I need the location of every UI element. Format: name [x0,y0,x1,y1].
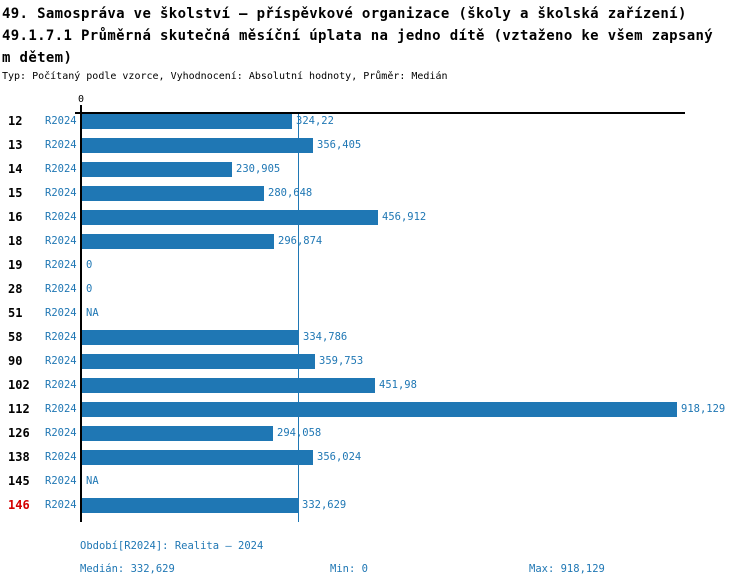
chart-row [0,354,750,378]
row-value-label: 456,912 [382,211,427,223]
row-period-label: R2024 [45,379,77,391]
chart-row [0,162,750,186]
chart-row [0,306,750,330]
chart-row [0,114,750,138]
row-period-label: R2024 [45,331,77,343]
row-period-label: R2024 [45,115,77,127]
value-bar [82,138,313,153]
row-value-label: 294,058 [277,427,322,439]
row-value-label: 0 [86,283,93,295]
row-id-label: 19 [8,258,23,272]
axis-zero-label: 0 [77,94,85,105]
row-id-label: 51 [8,306,23,320]
row-period-label: R2024 [45,499,77,511]
row-value-label: 356,405 [317,139,362,151]
row-period-label: R2024 [45,187,77,199]
chart-row [0,234,750,258]
row-id-label: 18 [8,234,23,248]
row-id-label: 58 [8,330,23,344]
chart-row [0,210,750,234]
chart-row [0,258,750,282]
row-period-label: R2024 [45,259,77,271]
row-period-label: R2024 [45,451,77,463]
row-value-label: 918,129 [681,403,726,415]
chart-row [0,498,750,522]
value-bar [82,186,264,201]
footer-min: Min: 0 [330,563,368,575]
value-bar [82,210,378,225]
row-period-label: R2024 [45,355,77,367]
chart-title-line3: m dětem) [2,50,73,66]
row-value-label: 230,905 [236,163,281,175]
row-value-label: 356,024 [317,451,362,463]
row-id-label: 13 [8,138,23,152]
row-id-label: 16 [8,210,23,224]
value-bar [82,234,274,249]
chart-row [0,138,750,162]
chart-row [0,450,750,474]
value-bar [82,402,677,417]
row-id-label: 126 [8,426,30,440]
footer-period: Období[R2024]: Realita – 2024 [80,540,264,552]
value-bar [82,378,375,393]
chart-row [0,402,750,426]
value-bar [82,354,315,369]
row-id-label: 102 [8,378,30,392]
chart-meta: Typ: Počítaný podle vzorce, Vyhodnocení: Absolutní hodnoty, Průměr: Medián [2,71,448,82]
row-period-label: R2024 [45,139,77,151]
row-id-label: 14 [8,162,23,176]
value-bar [82,162,232,177]
row-id-label: 138 [8,450,30,464]
chart-title-line2: 49.1.7.1 Průměrná skutečná měsíční úplata na jedno dítě (vztaženo ke všem zapsaný [2,28,714,44]
row-period-label: R2024 [45,427,77,439]
row-period-label: R2024 [45,475,77,487]
value-bar [82,330,299,345]
row-id-label: 112 [8,402,30,416]
value-bar [82,426,273,441]
row-value-label: 334,786 [303,331,348,343]
row-period-label: R2024 [45,283,77,295]
chart-row [0,426,750,450]
row-period-label: R2024 [45,403,77,415]
row-value-label: 451,98 [379,379,417,391]
row-id-label: 15 [8,186,23,200]
row-value-label: 359,753 [319,355,364,367]
row-id-label: 90 [8,354,23,368]
row-id-label: 146 [8,498,30,512]
row-id-label: 145 [8,474,30,488]
footer-median: Medián: 332,629 [80,563,175,575]
chart-row [0,474,750,498]
row-period-label: R2024 [45,211,77,223]
chart-header [2,3,750,82]
row-value-label: NA [86,307,99,319]
chart-rows [0,114,750,522]
value-bar [82,498,298,513]
row-value-label: 0 [86,259,93,271]
chart-row [0,330,750,354]
row-value-label: 280,648 [268,187,313,199]
row-value-label: 296,874 [278,235,323,247]
value-bar [82,450,313,465]
value-bar [82,114,292,129]
row-period-label: R2024 [45,235,77,247]
row-value-label: 324,22 [296,115,334,127]
row-period-label: R2024 [45,307,77,319]
chart-row [0,282,750,306]
row-value-label: NA [86,475,99,487]
chart-row [0,186,750,210]
row-value-label: 332,629 [302,499,347,511]
chart-title-line1: 49. Samospráva ve školství – příspěvkové organizace (školy a školská zařízení) [2,6,687,22]
row-id-label: 28 [8,282,23,296]
row-period-label: R2024 [45,163,77,175]
row-id-label: 12 [8,114,23,128]
footer-max: Max: 918,129 [529,563,605,575]
chart-row [0,378,750,402]
